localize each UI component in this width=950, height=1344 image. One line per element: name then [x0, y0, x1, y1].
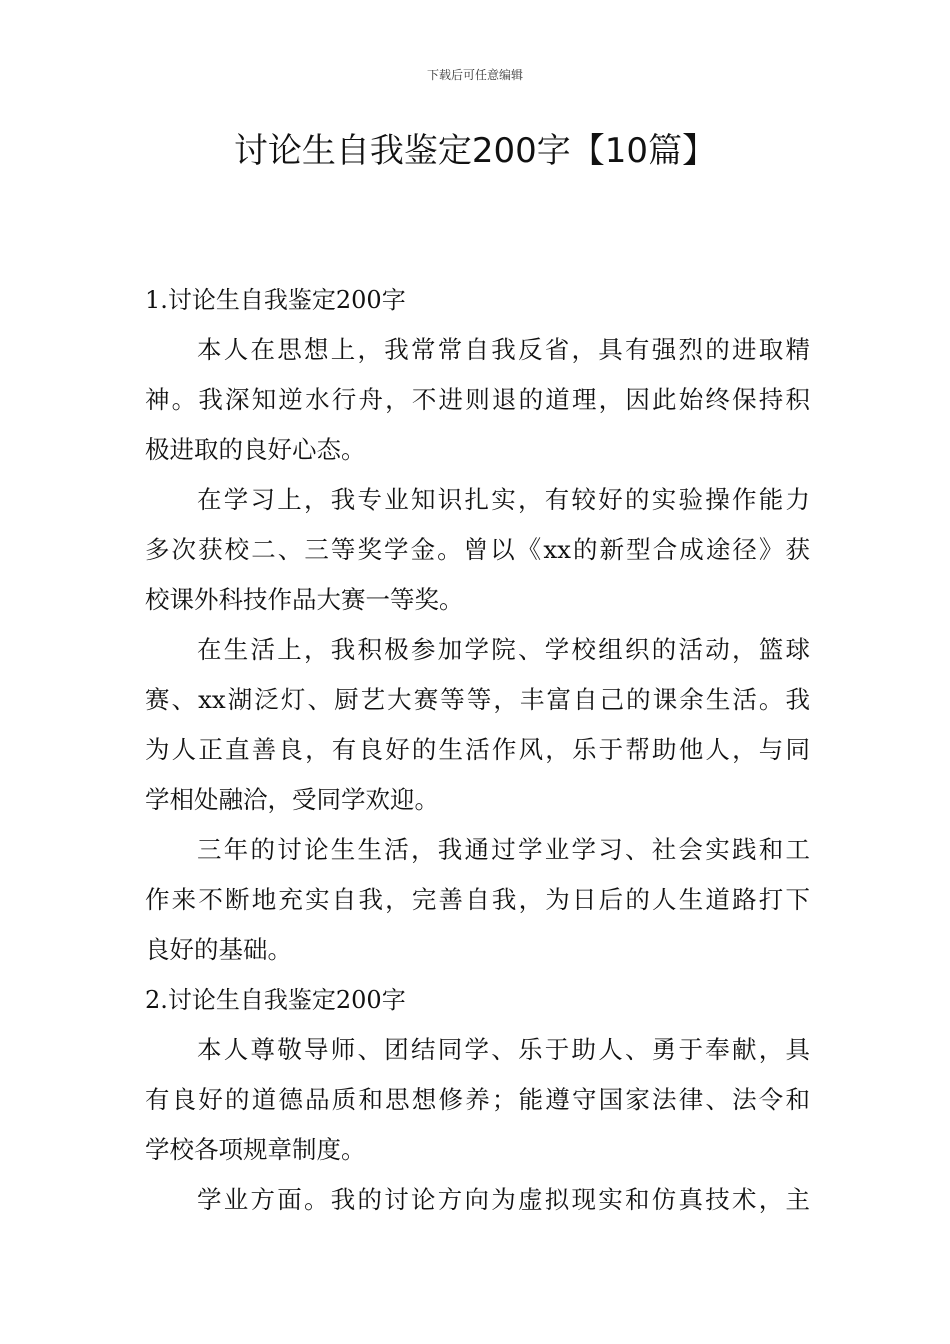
- body-line: 极进取的良好心态。: [145, 435, 366, 464]
- body-line: 学业方面。我的讨论方向为虚拟现实和仿真技术，主: [197, 1185, 810, 1214]
- document-body: [145, 275, 810, 1225]
- body-line: 作来不断地充实自我，完善自我，为日后的人生道路打下: [145, 885, 810, 914]
- body-line: 三年的讨论生生活，我通过学业学习、社会实践和工: [197, 835, 810, 864]
- body-line: 校课外科技作品大赛一等奖。: [145, 585, 464, 614]
- body-line: 学相处融洽，受同学欢迎。: [145, 785, 439, 814]
- body-line: 在生活上，我积极参加学院、学校组织的活动，篮球: [197, 635, 810, 664]
- body-line: 有良好的道德品质和思想修养；能遵守国家法律、法令和: [145, 1085, 810, 1114]
- body-line: 在学习上，我专业知识扎实，有较好的实验操作能力: [197, 485, 810, 514]
- page-header-note: 下载后可任意编辑: [426, 68, 523, 82]
- body-line: 学校各项规章制度。: [145, 1135, 366, 1164]
- body-line: 本人尊敬导师、团结同学、乐于助人、勇于奉献，具: [197, 1035, 810, 1064]
- section-heading-2: 2.讨论生自我鉴定200字: [145, 986, 406, 1014]
- section-heading-1: 1.讨论生自我鉴定200字: [145, 286, 406, 314]
- body-line: 多次获校二、三等奖学金。曾以《xx的新型合成途径》获: [145, 535, 810, 564]
- body-line: 神。我深知逆水行舟，不进则退的道理，因此始终保持积: [145, 385, 810, 414]
- body-line: 赛、xx湖泛灯、厨艺大赛等等，丰富自己的课余生活。我: [145, 685, 810, 714]
- document-title: 讨论生自我鉴定200字【10篇】: [233, 131, 717, 171]
- body-line: 本人在思想上，我常常自我反省，具有强烈的进取精: [197, 335, 810, 364]
- body-line: 良好的基础。: [145, 935, 292, 964]
- body-line: 为人正直善良，有良好的生活作风，乐于帮助他人，与同: [145, 735, 810, 764]
